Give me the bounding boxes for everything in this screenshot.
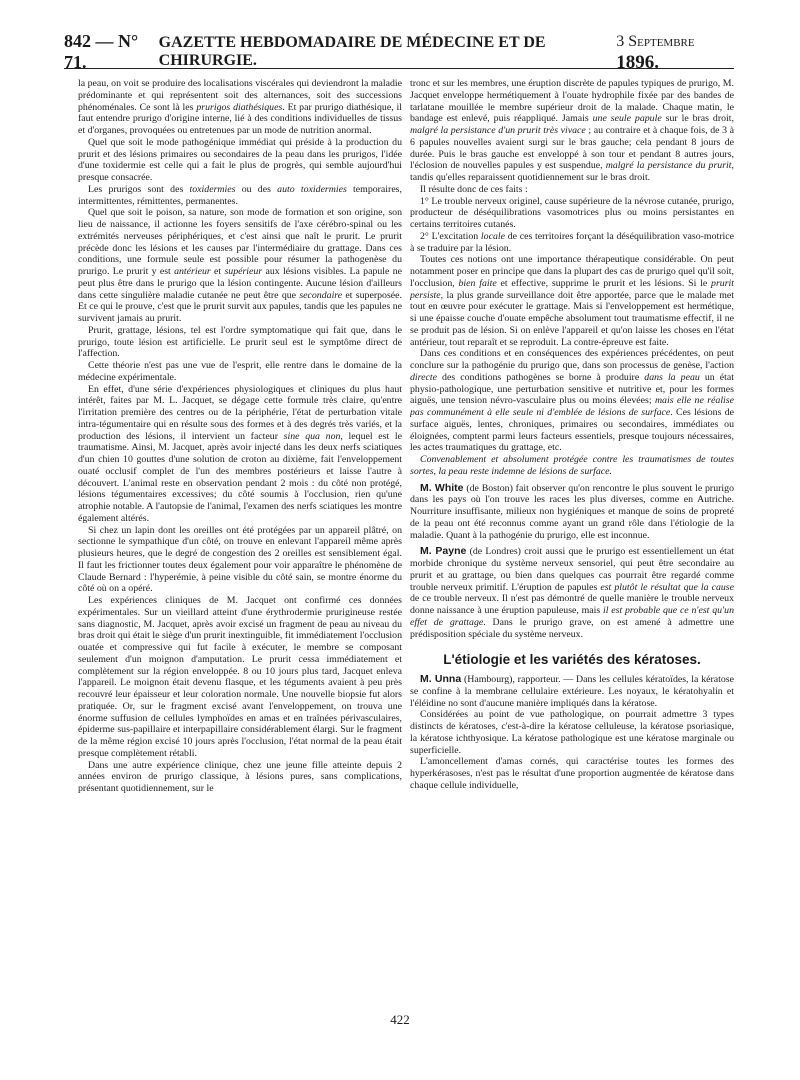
italic-text: une seule papule — [592, 113, 662, 125]
italic-text: auto toxidermies — [277, 183, 347, 195]
italic-text: supérieur — [224, 266, 263, 277]
paragraph: Les prurigos sont des toxidermies ou des auto toxidermies temporaires, intermittentes, rémittentes, permanentes. — [78, 183, 402, 207]
paragraph: L'amoncellement d'amas cornés, qui caractérise toutes les formes des hyperkérasoses, n'est pas le résultat d'une proportion augmentée de kératose dans chaque cellule individuelle, — [410, 756, 734, 791]
running-header — [64, 31, 734, 73]
italic-text: prurigos diathésiques — [196, 101, 283, 113]
paragraph: Les expériences cliniques de M. Jacquet ont confirmé ces données expérimentales. Sur un vieillard atteint d'une érythrodermie prurigineuse restée sans diagnostic, M. Jacquet, après avoir excisé un fragment de peau au niveau du bras droit qui était le siège d'un prurit inextinguible, fit immédiatement l'occlusion ouatée et compressive qui fut facile à exécuter, le membre se composant seulement d'un moignon d'amputation. Le prurit cessa immédiatement et complètement sur la région enveloppée. 8 ou 10 jours plus tard, Jacquet enleva l'appareil. Le moignon était devenu flasque, et les téguments avaient à peu près recouvré leur épaisseur et leur coloration normale. Une nouvelle biopsie fut alors pratiquée. Or, sur le fragment excisé avant l'enveloppement, on trouva une énorme suffusion de cellules lymphoïdes en amas et en traînées périvasculaires, épiderme sus-papillaire et interpapillaire considérablement élargi. Sur le fragment de la même région excisé 10 jours après l'occlusion, l'état normal de la peau était presque complètement rétabli. — [78, 595, 402, 759]
paragraph — [410, 454, 734, 478]
paragraph: Quel que soit le mode pathogénique immédiat qui préside à la production du prurit et des lésions primaires ou secondaires de la peau dans les prurigos, l'idée d'une toxidermie est celle qui a fait le plus de progrès, qui semble aujourd'hui presque consacrée. — [78, 136, 402, 183]
paragraph: M. Unna (Hambourg), rapporteur. — Dans les cellules kératoïdes, la kératose se confine à la membrane cellulaire extérieure. Les noyaux, le kératohyalin et l'éléidine no sont d'aucune manière impliqués dans la kératose. — [410, 673, 734, 709]
paragraph: En effet, d'une série d'expériences physiologiques et cliniques du plus haut intérêt, faites par M. L. Jacquet, se dégage cette formule très claire, qu'entre l'irritation première des centres ou de la périphérie, l'état de perturbation vitale intra-tégumentaire qui en résulte sous des formes et à des degrés très variés, et la production des lésions, il intervient un facteur sine qua non, lequel est le traumatisme. Ainsi, M. Jacquet, après avoir injecté dans les deux nerfs sciatiques d'un chien 10 gouttes d'une solution de croton au dixième, fait l'enveloppement ouaté occlusif complet de l'un des membres postérieurs et laisse l'autre à découvert. L'animal reste en observation pendant 2 mois : du côté non protégé, lésions tégumentaires excessives; du côté soumis à l'occlusion, rien qu'une atrophie notable. A l'autopsie de l'animal, l'examen des nerfs sciatiques les montre également altérés. — [78, 383, 402, 524]
journal-title: GAZETTE HEBDOMADAIRE DE MÉDECINE ET DE CHIRURGIE. — [158, 34, 546, 69]
paragraph: 2° L'excitation locale de ces territoires forçant la déséquilibration vaso-motrice à se traduire par la lésion. — [410, 230, 734, 254]
paragraph: Toutes ces notions ont une importance thérapeutique considérable. On peut notamment poser en principe que dans la plupart des cas de prurigo quel qu'il soit, l'occlusion, bien faite et effective, supprime le prurit et les lésions. Si le prurit persiste, la plus grande surveillance doit être apportée, parce que le malade met tout en œuvre pour exécuter le grattage. Mais si l'enveloppement est hermétique, si une épaisse couche d'ouate empêche absolument tout traumatisme effectif, il ne se produit pas de lésion. Si on enlève l'appareil et qu'on laisse les choses en l'état antérieur, tout reparaît et se reproduit. La contre-épreuve est faite. — [410, 254, 734, 348]
paragraph: tronc et sur les membres, une éruption discrète de papules typiques de prurigo, M. Jacquet enveloppe hermétiquement à l'ouate hydrophile fixée par des bandes de tarlatane mouillée le membre supérieur droit de la malade. Chaque matin, le bandage est enlevé, puis réappliqué. Jamais une seule papule sur le bras droit, malgré la persistance d'un prurit très vivace ; au contraire et à chaque fois, de 3 à 6 papules nouvelles avaient surgi sur le bras gauche; cela pendant 8 jours de durée. Puis le bras gauche est enveloppé à son tour et pendant 8 autres jours, l'éclosion de nouvelles papules y est suspendue, malgré la persistance du prurit, tandis qu'elles reparaissent quotidiennement sur le bras droit. — [410, 78, 734, 183]
paragraph: la peau, on voit se produire des localisations viscérales qui deviendront la maladie prédominante et qui représentent soit des alternances, soit des successions phénoménales. Ce sont là les prurigos diathésiques. Et par prurigo diathésique, il faut entendre prurigo d'origine interne, lié à des conditions individuelles de tissus et d'organes, provoquées ou entretenues par un mode de nutrition anormal. — [78, 78, 402, 136]
issue-date-day: 3 — [616, 33, 629, 50]
italic-text: sine qua non — [283, 430, 341, 442]
italic-text: bien faite — [458, 277, 497, 289]
issue-date-month: Septembre — [628, 33, 695, 50]
issue-date-year: 1896. — [616, 52, 659, 73]
paragraph: Si chez un lapin dont les oreilles ont été protégées par un appareil plâtré, on sectionne le sympathique d'un côté, on trouve en enlevant l'appareil même après plusieurs heures, que le degré de congestion des 2 oreilles est sensiblement égal. Il faut les frictionner toutes deux également pour voir apparaître le phénomène de Claude Bernard : l'hyperémie, à peine visible du côté sain, se montre énorme du côté où on a opéré. — [78, 524, 402, 595]
italic-text: toxidermies — [189, 183, 236, 195]
speaker-name: M. White — [420, 481, 464, 494]
paragraph: Prurit, grattage, lésions, tel est l'ordre symptomatique qui fait que, dans le prurigo, toute lésion est artificielle. Le prurit seul est le symptôme direct de l'affection. — [78, 324, 402, 360]
italic-text: malgré la persistance d'un prurit très vivace — [410, 125, 586, 136]
section-heading: L'étiologie et les variétés des kératoses. — [443, 652, 701, 668]
speaker-name: M. Unna — [420, 673, 462, 685]
text-column-right — [410, 78, 734, 998]
italic-text: directe — [410, 371, 437, 383]
header-rule — [64, 68, 734, 69]
text-column-left — [78, 78, 402, 998]
italic-text: locale — [480, 230, 505, 242]
italic-text: prurit persiste — [410, 277, 734, 301]
paragraph: Dans ces conditions et en conséquences des expériences précédentes, on peut conclure sur la pathogénie du prurigo que, dans son processus de genèse, l'action directe des conditions pathogènes se borne à produire dans la peau un état physio-pathologique, une perturbation sensitive et nutritive et, pour les formes aiguës, une tension névro-vasculaire plus ou moins élevées; mais elle ne réalise pas communément à elle seule ni d'emblée de lésions de surface. Ces lésions de surface aiguës, lentes, chroniques, primaires ou secondaires, immédiates ou éloignées, comptent parmi leurs facteurs essentiels, presque toujours nécessaires, les actes traumatiques du grattage, etc. — [410, 348, 734, 454]
italic-text: antérieur — [174, 266, 211, 277]
italic-text: dans la peau — [644, 371, 700, 383]
italic-text: Convenablement et absolument protégée contre les traumatismes de toutes sortes, la peau reste indemne de lésions de surface. — [410, 454, 734, 477]
paragraph: M. Payne (de Londres) croit aussi que le prurigo est essentiellement un état morbide chronique du système nerveux sensoriel, qui peut être secondaire au prurit et au grattage, ou bien dans quelques cas pourrait être regardé comme trouble nerveux primitif. L'éruption de papules est plutôt le résultat que la cause de ce trouble nerveux. Il n'est pas démontré de quelle manière le trouble nerveux donne naissance à une éruption papuleuse, mais il est probable que ce n'est qu'un effet de grattage. Dans le prurigo grave, on est amené à admettre une prédisposition spéciale du système nerveux. — [410, 545, 734, 640]
italic-text: secondaire — [299, 289, 343, 301]
italic-text: mais elle ne réalise pas communément à elle seule ni d'emblée de lésions de surface — [410, 395, 734, 418]
paragraph: Cette théorie n'est pas une vue de l'esprit, elle rentre dans le domaine de la médecine expérimentale. — [78, 360, 402, 383]
paragraph: Il résulte donc de ces faits : — [420, 183, 528, 195]
paragraph: Dans une autre expérience clinique, chez une jeune fille atteinte depuis 2 années environ de prurigo classique, à lésions pures, sans complications, présentant quotidiennement, sur le — [78, 759, 402, 794]
speaker-name: M. Payne — [420, 545, 467, 558]
paragraph: Considérées au point de vue pathologique, on pourrait admettre 3 types distincts de kératoses, c'est-à-dire la kératose celluleuse, la kératose psoriasique, la kératose ichthyosique. La kératose pathologique est une kératose marginale ou superficielle. — [410, 709, 734, 756]
folio: 422 — [390, 1012, 410, 1027]
paragraph: 1° Le trouble nerveux originel, cause supérieure de la névrose cutanée, prurigo, producteur de déséquilibrations vasomotrices plus ou moins persistantes en certains territoires cutanés. — [410, 195, 734, 230]
paragraph: M. White (de Boston) fait observer qu'on rencontre le plus souvent le prurigo dans les pays où l'on trouve les races les plus diverses, comme en Autriche. Nourriture insuffisante, milieux non hygiéniques et manque de soins de propreté de la peau ont été reconnus comme ayant un grand rôle dans l'étiologie de la maladie. Quant à la pathogénie du prurigo, elle est inconnue. — [410, 481, 734, 541]
italic-text: il est probable que ce n'est qu'un effet de grattage — [410, 605, 734, 628]
italic-text: est plutôt le résultat que la cause — [600, 581, 734, 593]
italic-text: malgré la persistance du prurit — [605, 160, 732, 172]
paragraph: Quel que soit le poison, sa nature, son mode de formation et son origine, son lieu de naissance, il actionne les foyers sensitifs de l'axe cérébro-spinal ou les extrémités nerveuses périphériques, et c'est ainsi que naît le prurit. Le prurit précède donc les lésions et les causes par l'intermédiaire du grattage. Dans ces conditions, une formule seule est possible pour résumer la pathogenèse du prurigo. Le prurit y est antérieur et supérieur aux lésions visibles. La papule ne peut plus être dans le prurigo que la lésion contingente. Aucune lésion d'ailleurs dans cette singulière maladie cutanée ne peut être que secondaire et superposée. Et ce qui le prouve, c'est que le prurit survit aux papules, tandis que les papules ne survivent jamais au prurit. — [78, 207, 402, 324]
page-number: 842 — N° 71. — [64, 31, 139, 72]
